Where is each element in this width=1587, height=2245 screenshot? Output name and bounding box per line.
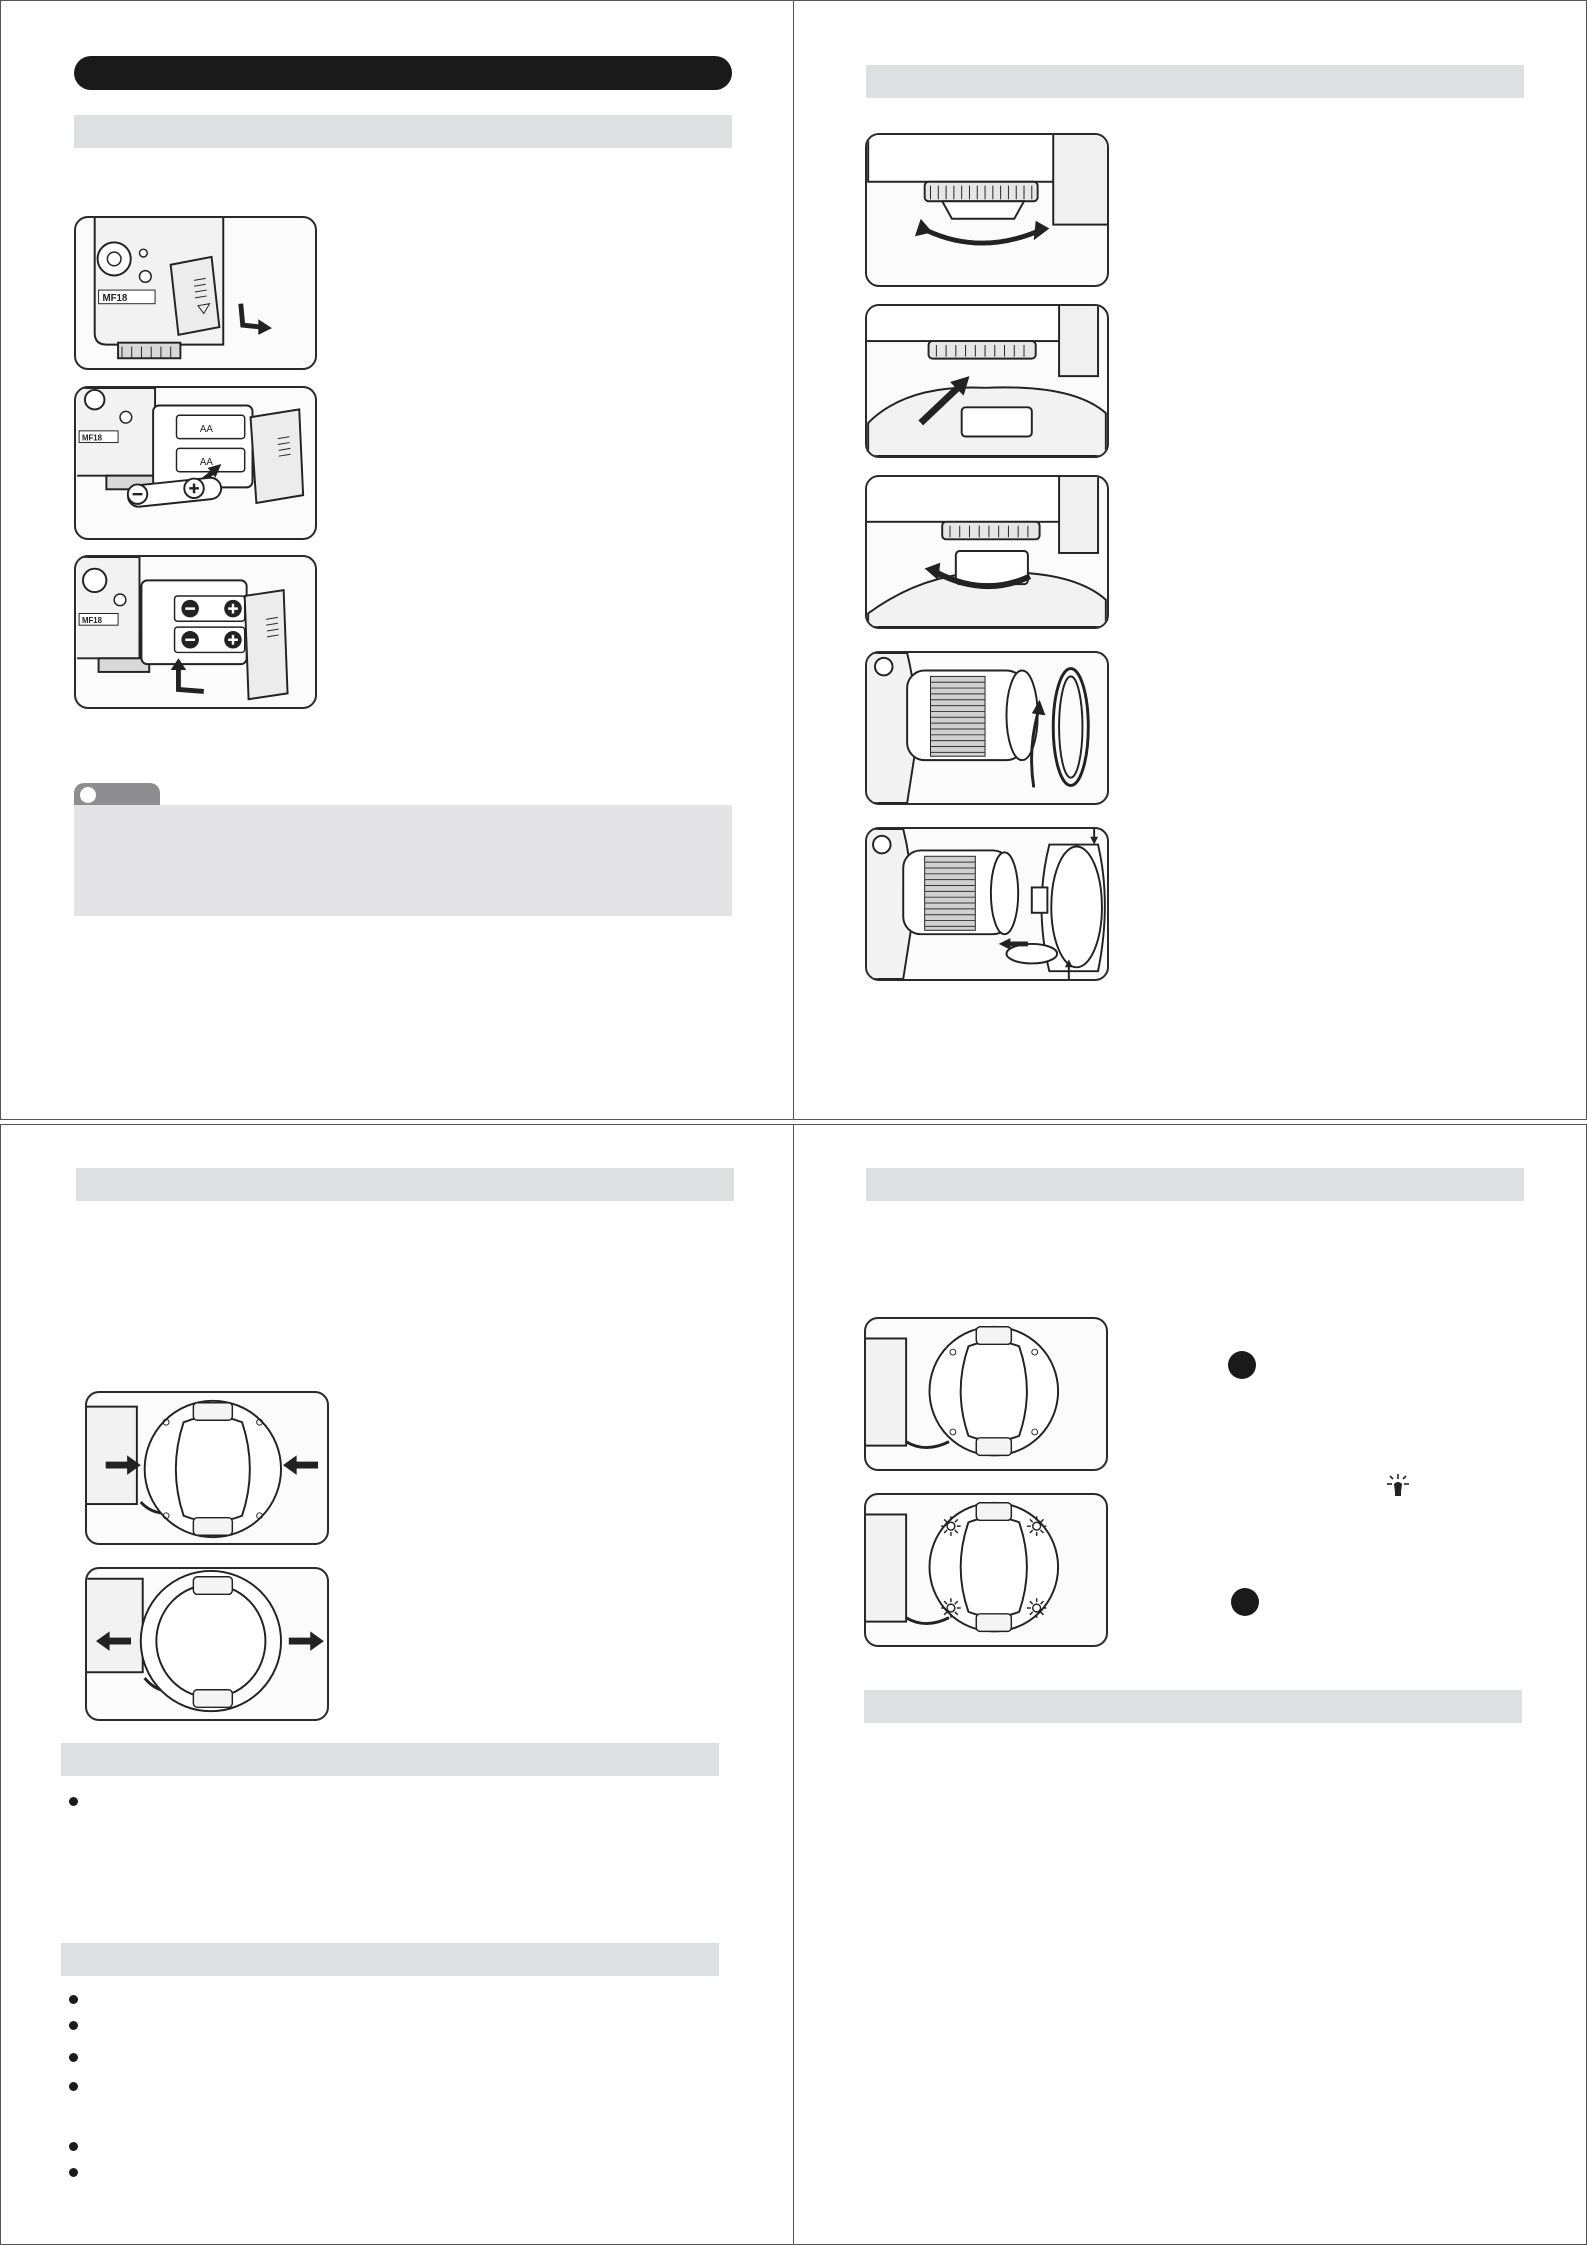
illustration-mount-ring-flash <box>865 827 1109 981</box>
battery-type-label: AA <box>199 423 213 435</box>
light-on-drawing <box>866 1495 1106 1645</box>
lock-ring-drawing <box>867 135 1107 285</box>
section-header-bar <box>866 1168 1524 1201</box>
illustration-attach-adapter-ring <box>865 651 1109 805</box>
illustration-tighten-lock-ring <box>865 475 1109 629</box>
close-cover-drawing <box>76 557 315 707</box>
arrow-icon <box>310 1631 324 1650</box>
bullet-dot-icon <box>69 2082 78 2091</box>
illustration-open-battery-cover <box>74 216 317 370</box>
note-icon <box>80 787 96 803</box>
slide-hotshoe-drawing <box>867 306 1107 456</box>
button-dot-icon <box>1231 1588 1259 1616</box>
illustration-close-battery-cover <box>74 555 317 709</box>
insert-batteries-drawing <box>76 388 315 538</box>
mount-ring-drawing <box>867 829 1107 979</box>
illustration-insert-batteries <box>74 386 317 540</box>
illustration-loosen-lock-ring <box>865 133 1109 287</box>
arrow-icon <box>999 938 1011 950</box>
illustration-ring-expanded <box>85 1567 329 1721</box>
model-label: MF18 <box>102 292 128 304</box>
arrow-icon <box>258 319 272 335</box>
button-dot-icon <box>1228 1351 1256 1379</box>
flash-light-icon <box>1385 1472 1411 1498</box>
chapter-title-bar <box>74 56 732 90</box>
model-label: MF18 <box>82 433 102 443</box>
bullet-dot-icon <box>69 2021 78 2030</box>
bullet-dot-icon <box>69 2168 78 2177</box>
illustration-light-off <box>864 1317 1108 1471</box>
open-cover-drawing <box>76 218 315 368</box>
section-header-bar <box>864 1690 1522 1723</box>
illustration-slide-onto-hotshoe <box>865 304 1109 458</box>
ring-expand-drawing <box>87 1569 327 1719</box>
model-label: MF18 <box>82 616 102 626</box>
battery-type-label: AA <box>199 456 213 468</box>
illustration-ring-compressed <box>85 1391 329 1545</box>
ring-compress-drawing <box>87 1393 327 1543</box>
tighten-ring-drawing <box>867 477 1107 627</box>
arrow-icon <box>1034 221 1050 240</box>
arrow-icon <box>283 1455 297 1474</box>
manual-page-mounting <box>793 0 1587 1120</box>
bullet-dot-icon <box>69 1995 78 2004</box>
section-header-bar <box>866 65 1524 98</box>
bullet-dot-icon <box>69 2053 78 2062</box>
manual-page-adjust-head <box>0 1124 794 2245</box>
section-header-bar <box>74 115 732 148</box>
illustration-light-on <box>864 1493 1108 1647</box>
adapter-ring-drawing <box>867 653 1107 803</box>
section-header-bar <box>61 1943 719 1976</box>
section-header-bar <box>61 1743 719 1776</box>
light-off-drawing <box>866 1319 1106 1469</box>
note-box <box>74 805 732 916</box>
bullet-dot-icon <box>69 1797 78 1806</box>
manual-page-battery <box>0 0 794 1120</box>
manual-page-modelling-light <box>793 1124 1587 2245</box>
arrow-icon <box>925 563 941 581</box>
section-header-bar <box>76 1168 734 1201</box>
bullet-dot-icon <box>69 2142 78 2151</box>
